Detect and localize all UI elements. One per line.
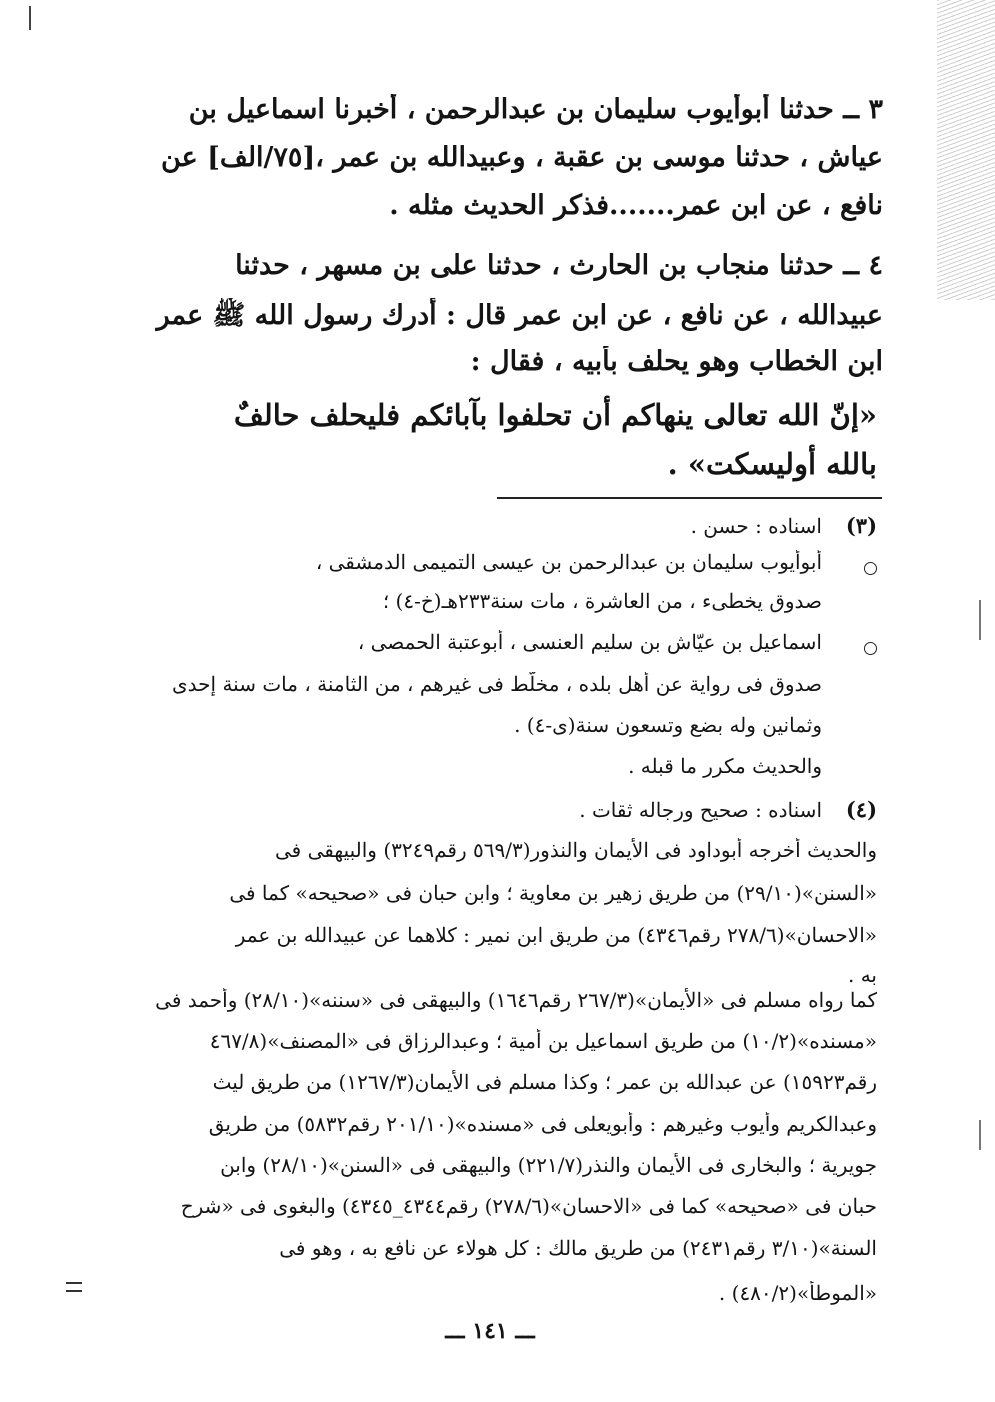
footnote-number: (٣) — [845, 513, 877, 538]
page-number: ـــ ١٤١ ـــ — [445, 1318, 535, 1344]
footnote-line: به . — [847, 963, 877, 987]
footnote-line: رقم١٥٩٢٣) عن عبدالله بن عمر ؛ وكذا مسلم فى الأيمان(١٢٦٧/٣) من طريق ليث — [212, 1070, 877, 1094]
footnote-number: (٤) — [845, 797, 877, 822]
footnote-line: «مسنده»(١٠/٢) من طريق اسماعيل بن أمية ؛ وعبدالرزاق فى «المصنف»(٤٦٧/٨ — [209, 1029, 877, 1053]
main-line: ابن الخطاب وهو يحلف بأبيه ، فقال : — [470, 346, 883, 377]
footnote-line: حبان فى «صحيحه» كما فى «الاحسان»(٢٧٨/٦) رقم٤٣٤٤_٤٣٤٥) والبغوى فى «شرح — [180, 1194, 877, 1218]
margin-mark — [66, 1290, 82, 1292]
scan-edge-mark — [979, 1120, 981, 1150]
margin-mark — [66, 1282, 82, 1284]
footnote-label: اسناده : حسن . — [690, 514, 822, 538]
footnote-line: كما رواه مسلم فى «الأيمان»(٢٦٧/٣ رقم١٦٤٦) والبيهقى فى «سننه»(٢٨/١٠) وأحمد فى — [155, 988, 877, 1012]
main-line: ٣ ــ حدثنا أبوأيوب سليمان بن عبدالرحمن ، أخبرنا اسماعيل بن — [188, 94, 883, 125]
scan-edge-mark — [979, 600, 981, 640]
footnote-line: «الاحسان»(٢٧٨/٦ رقم٤٣٤٦) من طريق ابن نمير : كلاهما عن عبيدالله بن عمر — [235, 923, 877, 947]
footnote-line: السنة»(٣/١٠ رقم٢٤٣١) من طريق مالك : كل هولاء عن نافع به ، وهو فى — [279, 1236, 877, 1260]
footnote-line: والحديث أخرجه أبوداود فى الأيمان والنذور(٥٦٩/٣ رقم٣٢٤٩) والبيهقى فى — [274, 838, 877, 862]
hadith-quote-line: بالله أوليسكت» . — [667, 447, 877, 481]
scan-edge-noise — [937, 0, 995, 300]
footnote-line: «السنن»(٢٩/١٠) من طريق زهير بن معاوية ؛ وابن حبان فى «صحيحه» كما فى — [229, 881, 877, 905]
footnote-line: «الموطأ»(٤٨٠/٢) . — [718, 1281, 877, 1305]
footnote-line: وثمانين وله بضع وتسعون سنة(ى-٤) . — [514, 713, 822, 737]
footnote-separator — [497, 497, 882, 499]
bullet-icon — [864, 562, 877, 575]
footnote-label: اسناده : صحيح ورجاله ثقات . — [579, 798, 822, 822]
footnote-line: صدوق فى رواية عن أهل بلده ، مخلّط فى غيرهم ، من الثامنة ، مات سنة إحدى — [172, 672, 822, 696]
footnote-line: والحديث مكرر ما قبله . — [628, 754, 822, 778]
main-line: ٤ ــ حدثنا منجاب بن الحارث ، حدثنا على بن مسهر ، حدثنا — [235, 250, 883, 281]
main-line: نافع ، عن ابن عمر.......فذكر الحديث مثله . — [389, 190, 883, 221]
footnote-line: أبوأيوب سليمان بن عبدالرحمن بن عيسى التميمى الدمشقى ، — [315, 550, 822, 574]
hadith-quote-line: «إنّ الله تعالى ينهاكم أن تحلفوا بآبائكم فليحلف حالفٌ — [233, 398, 877, 432]
footnote-line: وعبدالكريم وأيوب وغيرهم : وأبويعلى فى «مسنده»(٢٠١/١٠ رقم٥٨٣٢) من طريق — [208, 1112, 877, 1136]
footnote-line: جويرية ؛ والبخارى فى الأيمان والنذر(٢٢١/٧) والبيهقى فى «السنن»(٢٨/١٠) وابن — [220, 1153, 877, 1177]
footnote-line: اسماعيل بن عيّاش بن سليم العنسى ، أبوعتبة الحمصى ، — [357, 630, 822, 654]
main-line: عبيدالله ، عن نافع ، عن ابن عمر قال : أدرك رسول الله ﷺ عمر — [156, 300, 883, 331]
bullet-icon — [864, 642, 877, 655]
footnote-line: صدوق يخطىء ، من العاشرة ، مات سنة٢٣٣هـ(خ-٤) ؛ — [382, 589, 822, 613]
main-line: عياش ، حدثنا موسى بن عقبة ، وعبيدالله بن عمر ،[٧٥/الف] عن — [161, 142, 883, 173]
scan-mark — [29, 6, 31, 30]
